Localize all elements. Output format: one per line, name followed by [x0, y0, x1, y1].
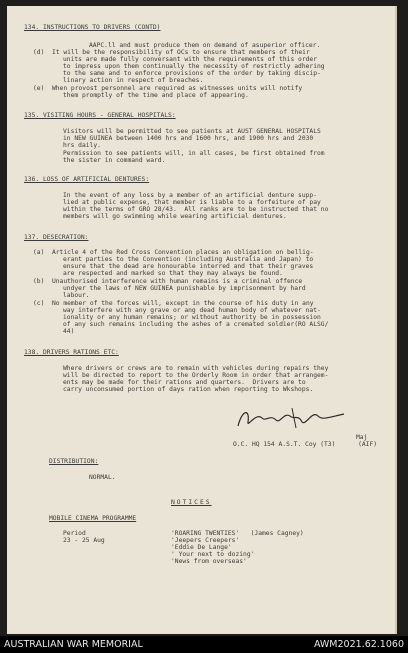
text-line: units are made fully conversant with the requirements of this order — [63, 56, 318, 63]
text-line: Maj — [356, 434, 368, 441]
text-line: will be directed to report to the Orderly Room in order that arrangem- — [63, 372, 329, 379]
text-line: ents may be made for their rations and quarters. Drivers are to — [63, 379, 306, 386]
text-line: 'Jeepers Creepers' — [171, 537, 240, 544]
text-line: labour. — [63, 292, 90, 299]
text-line: ionality or any human remains; or without authority be in possession — [63, 314, 321, 321]
text-line: In the event of any loss by a member of an artificial denture supp- — [63, 192, 318, 199]
archive-footer — [0, 636, 408, 653]
text-line: (a) Article 4 of the Red Cross Convention places an obligation on bellig- — [33, 249, 314, 256]
text-line: 137. DESECRATION: — [24, 234, 89, 241]
text-line: are respected and marked so that they may always be found. — [63, 270, 283, 277]
text-line: DISTRIBUTION: — [49, 458, 99, 465]
text-line: 'ROARING TWENTIES' (James Cagney) — [171, 530, 304, 537]
text-line: 136. LOSS OF ARTIFICIAL DENTURES: — [24, 176, 150, 183]
text-line: the sister in command ward. — [63, 157, 166, 164]
footer-institution: AUSTRALIAN WAR MEMORIAL — [4, 639, 143, 650]
document-page — [7, 6, 397, 634]
text-line: hrs daily. — [63, 142, 101, 149]
text-line: Visitors will be permitted to see patients at AUST GENERAL HOSPITALS — [63, 128, 321, 135]
text-line: way interfere with any grave or ang dead human body of whatever nat- — [63, 307, 321, 314]
text-line: in NEW GUINEA between 1400 hrs and 1600 hrs, and 1900 hrs and 2030 — [63, 135, 314, 142]
text-line: Where drivers or crews are to remain with vehicles during repairs they — [63, 365, 329, 372]
text-line: O.C. HQ 154 A.S.T. Coy (T3) (AIF) — [233, 441, 378, 448]
text-line: AAPC.ll and must produce them on demand of asuperior officer. — [89, 42, 321, 49]
text-line: to impress upon them continually the necessity of restrictly adhering — [63, 63, 325, 70]
text-line: 44) — [63, 328, 75, 335]
text-line: carry unconsumed portion of days ration when reporting to Wkshops. — [63, 386, 314, 393]
footer-accession-number: AWM2021.62.1060 — [313, 639, 404, 650]
text-line: Permission to see patients will, in all cases, be first obtained from — [63, 150, 325, 157]
text-line: erant parties to the Convention (including Australia and Japan) to — [63, 256, 314, 263]
text-line: members will go swimming while wearing artificial dentures. — [63, 213, 287, 220]
text-line: linary action in respect of breaches. — [63, 77, 204, 84]
text-line: 'Eddie De Lange' — [171, 544, 232, 551]
text-line: (b) Unauthorised interference with human remains is a criminal offence — [33, 278, 303, 285]
text-line: NORMAL. — [89, 474, 116, 481]
text-line: (c) No member of the forces will, except in the course of his duty in any — [33, 300, 314, 307]
text-line: (d) It will be the responsibility of OCs to ensure that members of their — [33, 49, 310, 56]
text-line: MOBILE CINEMA PROGRAMME — [49, 515, 137, 522]
text-line: NOTICES — [171, 499, 212, 506]
text-line: to the same and to enforce provisions of the order by taking discip- — [63, 70, 321, 77]
text-line: ' Your next to dozing' — [171, 551, 255, 558]
text-line: 135. VISITING HOURS - GENERAL HOSPITALS: — [24, 112, 176, 119]
text-line: 'News from overseas' — [171, 558, 247, 565]
text-line: lied at public expense, that member is liable to a forfeiture of pay — [63, 199, 321, 206]
text-line: Period — [63, 530, 86, 537]
signature — [232, 404, 352, 432]
text-line: (e) When provost personnel are required as witnesses units will notify — [33, 85, 303, 92]
text-line: within the terms of GRO 28/43. All ranks are to be instructed that no — [63, 206, 329, 213]
text-line: ensure that the dead are honourable interred and that their graves — [63, 263, 314, 270]
text-line: undyer the laws of NEW GUINEA punishable by imprisonment by hard — [63, 285, 306, 292]
text-line: of any such remains including the ashes of a cremated soldier(RO ALSG/ — [63, 321, 329, 328]
text-line: them promptly of the time and place of appearing. — [63, 92, 249, 99]
text-line: 138. DRIVERS RATIONS ETC: — [24, 349, 119, 356]
text-line: 134. INSTRUCTIONS TO DRIVERS (CONTD) — [24, 24, 161, 31]
text-line: 23 - 25 Aug — [63, 537, 105, 544]
